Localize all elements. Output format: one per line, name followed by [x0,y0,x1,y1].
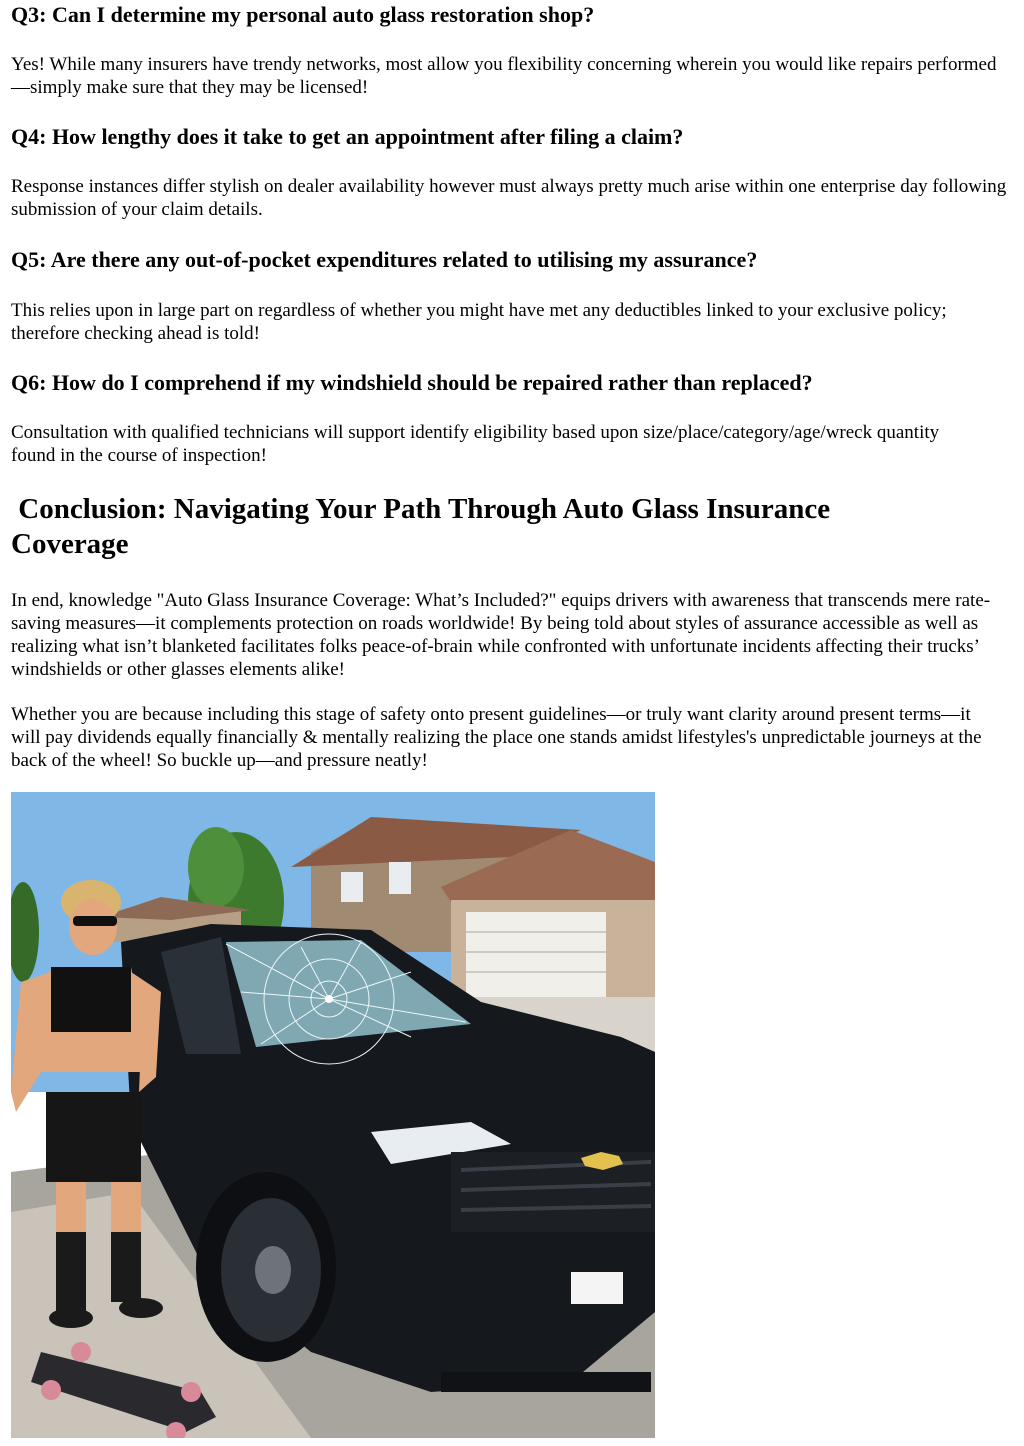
conclusion-paragraph-2: Whether you are because including this stage of safety onto present guidelines—or truly want clarity around present terms—it will pay dividends equally financially & mentally realizing the place one stands amidst lifestyles's unpredictable journeys at the back of the wheel! So buckle up—and pressure neatly! [11,704,982,771]
truck-cracked-windshield-image [11,792,655,1438]
faq-answer-q3: Yes! While many insurers have trendy networks, most allow you flexibility concerning wherein you would like repairs performed—simply make sure that they may be licensed! [11,54,997,98]
faq-question-q5: Q5: Are there any out-of-pocket expenditures related to utilising my assurance? [11,247,758,272]
faq-question-q6: Q6: How do I comprehend if my windshield should be repaired rather than replaced? [11,370,813,395]
conclusion-heading: Conclusion: Navigating Your Path Through Auto Glass Insurance Coverage [11,493,838,560]
faq-question-q4: Q4: How lengthy does it take to get an appointment after filing a claim? [11,124,684,149]
conclusion-paragraph-1: In end, knowledge "Auto Glass Insurance Coverage: What’s Included?" equips drivers with awareness that transcends mere rate-saving measures—it complements protection on roads worldwide! By being told about styles of assurance accessible as well as realizing what isn’t blanketed facilitates folks peace-of-brain while confronted with unfortunate incidents affecting their trucks’ windshields or other glasses elements alike! [11,590,991,680]
faq-answer-q5: This relies upon in large part on regardless of whether you might have met any deductibles linked to your exclusive policy; therefore checking ahead is told! [11,300,947,344]
faq-answer-q4: Response instances differ stylish on dealer availability however must always pretty much arise within one enterprise day following submission of your claim details. [11,176,1007,220]
faq-answer-q6: Consultation with qualified technicians will support identify eligibility based upon size/place/category/age/wreck quantity found in the course of inspection! [11,422,940,466]
faq-question-q3: Q3: Can I determine my personal auto glass restoration shop? [11,2,595,27]
